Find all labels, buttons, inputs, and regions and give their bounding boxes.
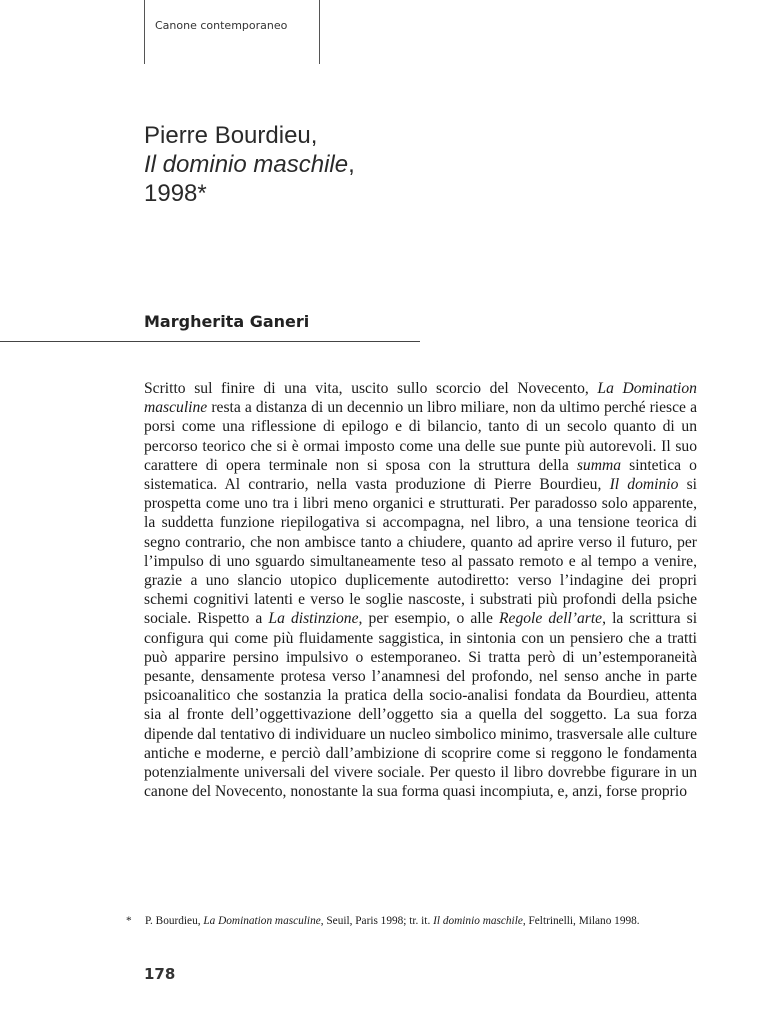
page-number: 178 (144, 965, 176, 983)
body-text (144, 379, 697, 801)
footnote-segment-italic-3: Il dominio maschile (433, 915, 523, 927)
footnote (126, 914, 701, 929)
body-segment-italic-9: Regole dell’arte (499, 610, 603, 628)
body-paragraph (144, 379, 697, 801)
footnote-segment-text-4: , Feltrinelli, Milano 1998. (522, 915, 640, 927)
title-year: 1998* (144, 180, 207, 207)
body-segment-text-2: resta a distanza di un decennio un libro miliare, non da ultimo perché riesce a porsi come una riflessione di epilogo e di bilancio, tanto di un secolo quanto di un percorso teorico che si è ormai imposto come una delle sue punte più autorevoli. Il suo carattere di opera terminale non si sposa con la struttura della (144, 399, 697, 474)
body-segment-text-0: Scritto sul finire di una vita, uscito sullo scorcio del Novecento, (144, 380, 598, 397)
header-rule-right (319, 0, 320, 64)
footnote-segment-italic-1: La Domination masculine (203, 915, 321, 927)
author-name: Margherita Ganeri (144, 312, 310, 331)
body-segment-italic-1: La Domination masculine (144, 380, 697, 417)
body-segment-text-8: per esempio, o alle (362, 610, 499, 628)
header-rule-left (144, 0, 145, 64)
author-rule (0, 341, 420, 342)
article-title (144, 121, 355, 208)
section-header: Canone contemporaneo (155, 19, 288, 32)
footnote-marker: * (126, 915, 132, 927)
body-segment-italic-7: La distinzione, (268, 610, 363, 628)
body-segment-italic-3: summa (576, 456, 622, 474)
body-segment-text-6: si prospetta come uno tra i libri meno organici e strutturati. Per paradosso solo apparente, la suddetta funzione riepilogativa si accompagna, nel libro, a una tensione teorica di segno contrario, che non ambisce tanto a chiudere, quanto ad aprire verso il futuro, per l’impulso di uno sguardo simultaneamente teso al passato remoto e al tempo a venire, grazie a uno slancio utopico duplicemente autodiretto: verso l’indagine dei propri schemi cognitivi latenti e verso le soglie nascoste, i substrati più profondi della psiche sociale. Rispetto a (144, 476, 697, 628)
footnote-segment-text-2: , Seuil, Paris 1998; tr. it. (320, 915, 434, 927)
footnote-segment-text-0: P. Bourdieu, (145, 915, 204, 927)
title-comma: , (348, 151, 355, 178)
title-line-1: Pierre Bourdieu, (144, 122, 318, 149)
footnote-text (145, 914, 701, 929)
body-segment-italic-5: Il dominio (609, 476, 679, 494)
body-segment-text-10: , la scrittura si configura qui come più fluidamente saggistica, in sintonia con un pensiero che a tratti può apparire persino impulsivo o estemporaneo. Si tratta però di un’estemporaneità pesante, densamente protesa verso l’anamnesi del profondo, nel senso anche in parte psicoanalitico che sostanzia la pratica della socio-analisi fondata da Bourdieu, attenta sia al fronte dell’oggettivazione dell’oggetto sia a quella del soggetto. La sua forza dipende dal tentativo di individuare un nucleo simbolico minimo, trasversale alle culture antiche e moderne, e perciò dall’ambizione di scoprire come si reggono le fondamenta potenzialmente universali del vivere sociale. Per questo il libro dovrebbe figurare in un canone del Novecento, nonostante la sua forma quasi incompiuta, e, anzi, forse proprio (144, 610, 698, 801)
title-book-name: Il dominio maschile (144, 151, 349, 178)
body-segment-text-4: sintetica o sistematica. Al contrario, nella vasta produzione di Pierre Bourdieu, (144, 456, 697, 494)
